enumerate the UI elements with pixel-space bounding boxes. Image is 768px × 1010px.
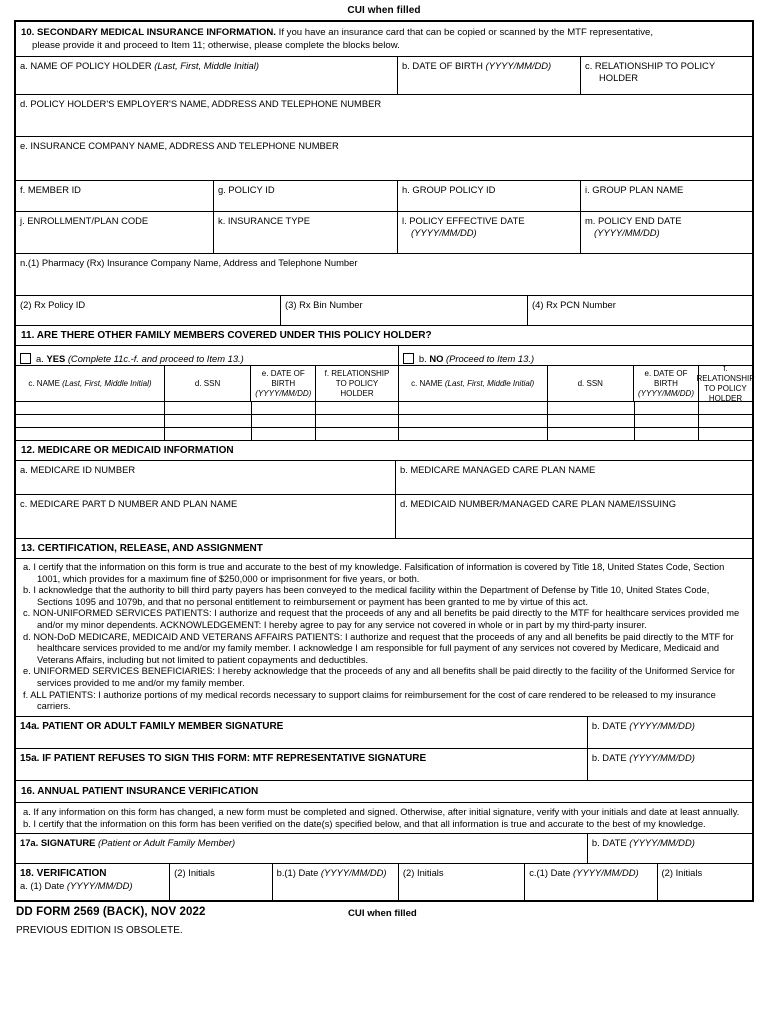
relationship-to-policy-holder-field[interactable] <box>581 57 752 94</box>
field-k-label: k. INSURANCE TYPE <box>218 215 311 226</box>
field-m-label: m. POLICY END DATE <box>585 215 682 226</box>
section13-title: 13. CERTIFICATION, RELEASE, AND ASSIGNMENT <box>21 543 263 554</box>
col-name-left-hint: (Last, First, Middle Initial) <box>62 379 152 388</box>
field-18c-date-hint: (YYYY/MM/DD) <box>573 867 639 879</box>
cell-name-right[interactable] <box>399 428 548 440</box>
field-b-hint: (YYYY/MM/DD) <box>485 60 552 71</box>
col-rel-right: f. RELATIONSHIP TO POLICY HOLDER <box>696 364 755 403</box>
cell-ssn-right[interactable] <box>548 415 635 427</box>
field-17a-label: 17a. SIGNATURE <box>20 837 96 849</box>
table-row[interactable] <box>16 402 752 415</box>
cert-item-e: e. UNIFORMED SERVICES BENEFICIARIES: I hereby acknowledge that the proceeds of any and all benefits shall be paid directly to the facility of the Uniformed Service for services provided to me and/or my family member. <box>23 666 735 688</box>
field-c-label-line1: c. RELATIONSHIP TO POLICY <box>585 60 716 71</box>
medicare-id-number-field[interactable] <box>16 461 396 494</box>
field-a-label: a. NAME OF POLICY HOLDER <box>20 60 152 71</box>
cell-name-left[interactable] <box>16 428 165 440</box>
yes-prefix: a. <box>36 353 44 364</box>
field-n4-label: (4) Rx PCN Number <box>532 299 616 310</box>
section10-intro-line1: If you have an insurance card that can be copied or scanned by the MTF representative, <box>278 27 654 38</box>
section10-intro-row <box>16 22 752 57</box>
verification-a-initials-field[interactable] <box>170 864 272 900</box>
section14-row <box>16 717 752 749</box>
field-12c-label: c. MEDICARE PART D NUMBER AND PLAN NAME <box>20 498 238 509</box>
cert-item-b: b. I acknowledge that the authority to bill third party payers has been conveyed to the medical facility within the Department of Defense by Title 10, United States Code, Sections 1095 and 1079b, and that no personal entitlement to reimbursement or payment has been granted to me by virtue of this act. <box>23 585 710 607</box>
no-hint: (Proceed to Item 13.) <box>446 353 535 364</box>
table-row[interactable] <box>16 415 752 428</box>
annual-signature-field[interactable] <box>16 834 588 863</box>
field-g-label: g. POLICY ID <box>218 184 275 195</box>
section10-row-d <box>16 95 752 137</box>
field-18b-date-label: b.(1) Date <box>276 867 319 879</box>
annual-signature-date-field[interactable] <box>588 834 752 863</box>
field-12a-label: a. MEDICARE ID NUMBER <box>20 464 136 475</box>
family-members-table-header <box>16 364 755 403</box>
section17-row <box>16 834 752 864</box>
section16-header <box>16 781 752 802</box>
col-name-left <box>16 366 165 401</box>
cell-dob-right[interactable] <box>635 415 700 427</box>
cell-ssn-right[interactable] <box>548 428 635 440</box>
field-15b-label: b. DATE <box>591 751 627 763</box>
section10-intro-line2: please provide it and proceed to Item 11; otherwise, please complete the blocks below. <box>32 40 400 51</box>
col-dob-left-hint: (YYYY/MM/DD) <box>255 389 312 398</box>
mtf-representative-signature-field[interactable] <box>16 749 588 780</box>
col-dob-left: e. DATE OF BIRTH (YYYY/MM/DD) <box>251 366 316 401</box>
cell-name-left[interactable] <box>16 402 165 414</box>
col-ssn-right <box>548 366 634 401</box>
section10-row-n1 <box>16 254 752 296</box>
section12-header-row <box>16 441 752 461</box>
field-15a-label: 15a. IF PATIENT REFUSES TO SIGN THIS FORM: MTF REPRESENTATIVE SIGNATURE <box>20 752 427 764</box>
cert-item-a: a. I certify that the information on this form is true and accurate to the best of my knowledge. Falsification of information is covered by Title 18, United States Code, Section 1001, which provides for a maximum fine of $250,000 or imprisonment for five years, or both. <box>23 562 725 584</box>
mtf-signature-date-field[interactable] <box>588 749 752 780</box>
cell-name-right[interactable] <box>399 402 548 414</box>
col-ssn-right-label: d. SSN <box>577 379 603 388</box>
cell-rel-left[interactable] <box>316 415 399 427</box>
section12-header <box>16 441 752 460</box>
section18-row <box>16 864 752 900</box>
policy-effective-date-field[interactable] <box>398 212 581 253</box>
section10-row-fghi <box>16 181 752 212</box>
table-row[interactable] <box>16 428 752 441</box>
col-name-right <box>399 366 548 401</box>
cui-banner-bottom: CUI when filled <box>348 908 417 920</box>
field-j-label: j. ENROLLMENT/PLAN CODE <box>20 215 149 226</box>
section11-header <box>16 326 752 345</box>
checkbox-no-icon[interactable] <box>403 353 414 364</box>
verification-b-date-field[interactable] <box>273 864 399 900</box>
verification-text <box>16 803 752 833</box>
policy-holder-employer-field[interactable] <box>16 95 752 136</box>
field-18a-date-hint: (YYYY/MM/DD) <box>66 880 133 892</box>
col-dob-right-hint: (YYYY/MM/DD) <box>637 389 694 398</box>
rx-policy-id-field[interactable] <box>16 296 281 325</box>
cell-dob-right[interactable] <box>635 428 700 440</box>
section13-body-row <box>16 559 752 717</box>
section15-row <box>16 749 752 781</box>
section18-title: 18. VERIFICATION <box>20 868 107 880</box>
section10-row-jklm <box>16 212 752 254</box>
section11-header-row <box>16 326 752 346</box>
medicare-part-d-field[interactable] <box>16 495 396 538</box>
field-18a-date-label: a. (1) Date <box>20 880 65 892</box>
medicare-managed-care-plan-field[interactable] <box>396 461 752 494</box>
section16-title: 16. ANNUAL PATIENT INSURANCE VERIFICATION <box>21 785 259 797</box>
field-18a-initials-label: (2) Initials <box>174 867 215 879</box>
cui-banner-top: CUI when filled <box>347 5 421 16</box>
field-b-label: b. DATE OF BIRTH <box>402 60 483 71</box>
insurance-company-field[interactable] <box>16 137 752 180</box>
section16-header-row <box>16 781 752 803</box>
section10-number: 10. <box>21 27 35 38</box>
form-identifier: DD FORM 2569 (BACK), NOV 2022 <box>16 906 206 919</box>
field-17b-hint: (YYYY/MM/DD) <box>629 837 695 849</box>
verification-item-a: a. If any information on this form has changed, a new form must be completed and signed. Otherwise, after initial signature, verify with your initials and date at least annually. <box>23 805 740 817</box>
patient-signature-field[interactable] <box>16 717 588 748</box>
cell-dob-left[interactable] <box>252 415 317 427</box>
group-policy-id-field[interactable] <box>398 181 581 211</box>
section12-title: 12. MEDICARE OR MEDICAID INFORMATION <box>21 445 234 456</box>
section13-header-row <box>16 539 752 559</box>
cell-ssn-left[interactable] <box>165 402 252 414</box>
col-dob-right: e. DATE OF BIRTH (YYYY/MM/DD) <box>634 366 699 401</box>
field-18c-initials-label: (2) Initials <box>661 867 703 879</box>
checkbox-yes-icon[interactable] <box>20 353 31 364</box>
form-footer <box>14 906 754 940</box>
dd-form-2569-back <box>14 20 754 902</box>
col-name-right-label: c. NAME <box>411 379 443 388</box>
field-i-label: i. GROUP PLAN NAME <box>585 184 684 195</box>
cell-rel-right[interactable] <box>699 402 752 414</box>
cell-name-right[interactable] <box>399 415 548 427</box>
field-d-label: d. POLICY HOLDER'S EMPLOYER'S NAME, ADDRESS AND TELEPHONE NUMBER <box>20 98 382 109</box>
cell-rel-right[interactable] <box>699 415 752 427</box>
field-17b-label: b. DATE <box>591 837 627 849</box>
family-members-no-option[interactable] <box>399 346 752 365</box>
field-h-label: h. GROUP POLICY ID <box>402 184 496 195</box>
verification-item-b: b. I certify that the information on this form has been verified on the date(s) specified below, and that all information is true and accurate to the best of my knowledge. <box>23 817 706 829</box>
field-n1-label: n.(1) Pharmacy (Rx) Insurance Company Name, Address and Telephone Number <box>20 257 358 268</box>
section16-body-row <box>16 803 752 834</box>
yes-hint: (Complete 11c.-f. and proceed to Item 13.) <box>67 353 244 364</box>
certification-text <box>16 559 752 716</box>
cell-ssn-left[interactable] <box>165 415 252 427</box>
section12-row-ab <box>16 461 752 495</box>
field-f-label: f. MEMBER ID <box>20 184 81 195</box>
cell-dob-left[interactable] <box>252 428 317 440</box>
col-ssn-left-label: d. SSN <box>194 379 221 388</box>
field-12d-label: d. MEDICAID NUMBER/MANAGED CARE PLAN NAME/ISSUING <box>399 498 677 509</box>
field-15b-hint: (YYYY/MM/DD) <box>629 751 695 763</box>
field-m-hint: (YYYY/MM/DD) <box>594 227 660 238</box>
cert-item-c: c. NON-UNIFORMED SERVICES PATIENTS: I authorize and request that the proceeds of any and all benefits be paid directly to the MTF for healthcare services provided me and/or my minor dependents. ACKNOWLEDGEMENT: I hereby agree to pay for any service not covered in whole or in part by my third-party insurer. <box>23 608 740 630</box>
field-l-hint: (YYYY/MM/DD) <box>411 227 477 238</box>
yes-label: YES <box>46 353 66 364</box>
enrollment-plan-code-field[interactable] <box>16 212 214 253</box>
verification-c-date-field[interactable] <box>525 864 657 900</box>
cell-dob-right[interactable] <box>635 402 700 414</box>
policy-end-date-field[interactable] <box>581 212 752 253</box>
col-name-right-hint: (Last, First, Middle Initial) <box>444 379 535 388</box>
group-plan-name-field[interactable] <box>581 181 752 211</box>
cell-rel-left[interactable] <box>316 402 399 414</box>
section13-header <box>16 539 752 558</box>
section10-row-abc <box>16 57 752 95</box>
col-ssn-left <box>165 366 251 401</box>
verification-a-date-field[interactable] <box>16 864 170 900</box>
field-18b-initials-label: (2) Initials <box>402 867 444 879</box>
member-id-field[interactable] <box>16 181 214 211</box>
field-18c-date-label: c.(1) Date <box>529 867 571 879</box>
field-14b-label: b. DATE <box>591 719 627 731</box>
section11-yesno-row <box>16 346 752 366</box>
field-17a-hint: (Patient or Adult Family Member) <box>97 837 236 849</box>
cell-dob-left[interactable] <box>252 402 317 414</box>
section10-intro <box>16 22 752 56</box>
field-n3-label: (3) Rx Bin Number <box>285 299 363 310</box>
cert-item-d: d. NON-DoD MEDICARE, MEDICAID AND VETERANS AFFAIRS PATIENTS: I authorize and request that the proceeds of any and all benefits be paid directly to the MTF for healthcare services provided to me and/or my family member. I acknowledge I am responsible for full payment of any services not covered by Medicare, Medicaid and Veterans Affairs, including but not limited to patient copayments and deductibles. <box>23 631 734 665</box>
field-n2-label: (2) Rx Policy ID <box>20 299 86 310</box>
field-14b-hint: (YYYY/MM/DD) <box>629 719 695 731</box>
field-e-label: e. INSURANCE COMPANY NAME, ADDRESS AND TELEPHONE NUMBER <box>20 140 339 151</box>
field-18b-date-hint: (YYYY/MM/DD) <box>320 867 387 879</box>
policy-holder-dob-field[interactable] <box>398 57 581 94</box>
field-c-label-line2: HOLDER <box>599 72 639 83</box>
section10-title: SECONDARY MEDICAL INSURANCE INFORMATION. <box>37 27 276 38</box>
insurance-type-field[interactable] <box>214 212 398 253</box>
section10-row-rx <box>16 296 752 326</box>
patient-signature-date-field[interactable] <box>588 717 752 748</box>
policy-id-field[interactable] <box>214 181 398 211</box>
field-14a-label: 14a. PATIENT OR ADULT FAMILY MEMBER SIGNATURE <box>20 720 284 732</box>
field-a-hint: (Last, First, Middle Initial) <box>154 60 259 71</box>
no-prefix: b. <box>418 353 427 364</box>
cell-ssn-left[interactable] <box>165 428 252 440</box>
col-rel-left: f. RELATIONSHIP TO POLICY HOLDER <box>316 366 398 401</box>
cell-name-left[interactable] <box>16 415 165 427</box>
cell-ssn-right[interactable] <box>548 402 635 414</box>
field-l-label: l. POLICY EFFECTIVE DATE <box>402 215 525 226</box>
pharmacy-insurance-company-field[interactable] <box>16 254 752 295</box>
no-label: NO <box>429 353 444 364</box>
section11-title: 11. ARE THERE OTHER FAMILY MEMBERS COVERED UNDER THIS POLICY HOLDER? <box>21 330 432 341</box>
field-12b-label: b. MEDICARE MANAGED CARE PLAN NAME <box>399 464 596 475</box>
cell-rel-right[interactable] <box>699 428 752 440</box>
previous-edition-note: PREVIOUS EDITION IS OBSOLETE. <box>16 925 183 937</box>
rx-bin-number-field[interactable] <box>281 296 528 325</box>
family-members-yes-option[interactable] <box>16 346 399 365</box>
col-name-left-label: c. NAME <box>28 379 60 388</box>
cell-rel-left[interactable] <box>316 428 399 440</box>
medicaid-number-field[interactable] <box>396 495 752 538</box>
verification-c-initials-field[interactable] <box>658 864 753 900</box>
policy-holder-name-field[interactable] <box>16 57 398 94</box>
verification-b-initials-field[interactable] <box>399 864 525 900</box>
section10-row-e <box>16 137 752 181</box>
cert-item-f: f. ALL PATIENTS: I authorize portions of my medical records necessary to support claims for reimbursement for the cost of care rendered to be released to my insurance carriers. <box>23 689 716 712</box>
section12-row-cd <box>16 495 752 539</box>
rx-pcn-number-field[interactable] <box>528 296 752 325</box>
